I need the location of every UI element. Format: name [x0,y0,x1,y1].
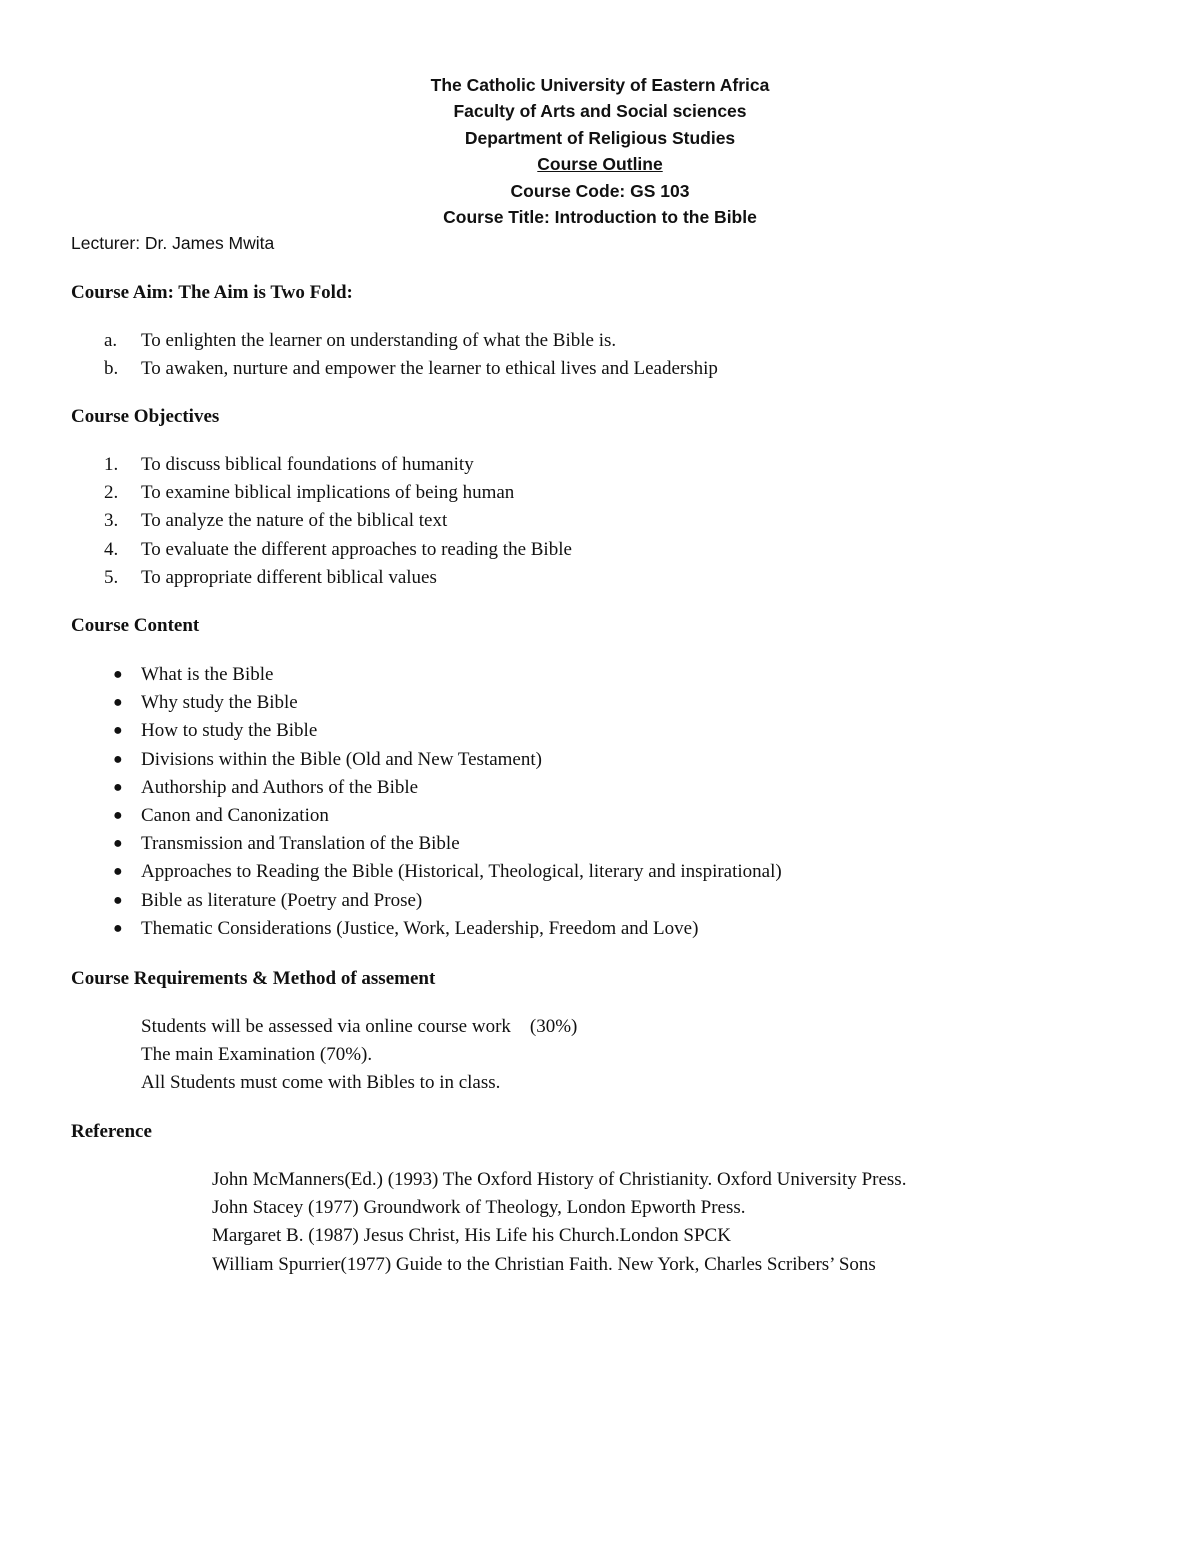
course-code: Course Code: GS 103 [510,180,690,201]
course-requirements-heading: Course Requirements & Method of assement [71,968,436,989]
reference-entry: William Spurrier(1977) Guide to the Christian Faith. New York, Charles Scribers’ Sons [212,1253,876,1275]
list-item-text: To appropriate different biblical values [141,566,437,588]
university-name: The Catholic University of Eastern Africa [430,75,770,95]
document-type-title: Course Outline [537,154,663,175]
list-item-text: Authorship and Authors of the Bible [141,776,419,798]
list-marker: 4. [104,538,119,560]
requirement-line: The main Examination (70%). [141,1044,373,1066]
document-header [0,72,1200,230]
bullet-icon: ● [113,891,123,909]
list-item-text: Bible as literature (Poetry and Prose) [141,889,423,911]
list-item-text: Approaches to Reading the Bible (Historical, Theological, literary and inspirational) [141,861,782,883]
course-content-heading: Course Content [71,615,200,636]
faculty-name: Faculty of Arts and Social sciences [453,101,747,122]
list-marker: a. [104,330,118,351]
course-requirements-lines [141,1013,577,1098]
list-item-text: To awaken, nurture and empower the learner to ethical lives and Leadership [141,358,718,380]
bullet-icon: ● [113,919,123,937]
list-marker: 2. [104,482,119,504]
list-marker: 1. [104,454,119,475]
list-marker: 3. [104,510,119,532]
bullet-icon: ● [113,750,123,768]
list-item-text: To analyze the nature of the biblical text [141,510,448,532]
list-item-text: To evaluate the different approaches to reading the Bible [141,538,572,560]
bullet-icon: ● [113,835,123,853]
list-item-text: To examine biblical implications of being human [141,482,515,504]
bullet-icon: ● [113,694,123,712]
reference-entry: Margaret B. (1987) Jesus Christ, His Life his Church.London SPCK [212,1225,731,1247]
list-item-text: Why study the Bible [141,692,298,714]
department-name: Department of Religious Studies [464,127,736,148]
list-item-text: Divisions within the Bible (Old and New Testament) [141,748,542,770]
list-item-text: To enlighten the learner on understanding of what the Bible is. [141,330,617,351]
course-objectives-heading: Course Objectives [71,406,220,427]
reference-list [212,1166,906,1279]
list-item-text: Thematic Considerations (Justice, Work, Leadership, Freedom and Love) [141,917,699,939]
requirement-line: Students will be assessed via online course work (30%) [141,1016,578,1037]
requirement-line: All Students must come with Bibles to in class. [141,1072,501,1094]
bullet-icon: ● [113,778,123,796]
list-item-text: To discuss biblical foundations of humanity [141,454,474,475]
bullet-icon: ● [113,722,123,740]
reference-entry: John McManners(Ed.) (1993) The Oxford History of Christianity. Oxford University Press. [212,1169,907,1190]
list-item-text: What is the Bible [141,664,274,685]
list-marker: b. [104,358,119,380]
list-item-text: Transmission and Translation of the Bible [141,833,460,855]
reference-heading: Reference [71,1121,152,1142]
reference-entry: John Stacey (1977) Groundwork of Theology, London Epworth Press. [212,1197,746,1219]
bullet-icon: ● [113,666,123,683]
course-aim-heading: Course Aim: The Aim is Two Fold: [71,282,353,303]
lecturer-line: Lecturer: Dr. James Mwita [71,233,275,253]
list-item-text: Canon and Canonization [141,804,329,826]
course-title: Course Title: Introduction to the Bible [443,206,757,227]
bullet-icon: ● [113,863,123,881]
bullet-icon: ● [113,806,123,824]
list-item-text: How to study the Bible [141,720,318,742]
list-marker: 5. [104,566,119,588]
